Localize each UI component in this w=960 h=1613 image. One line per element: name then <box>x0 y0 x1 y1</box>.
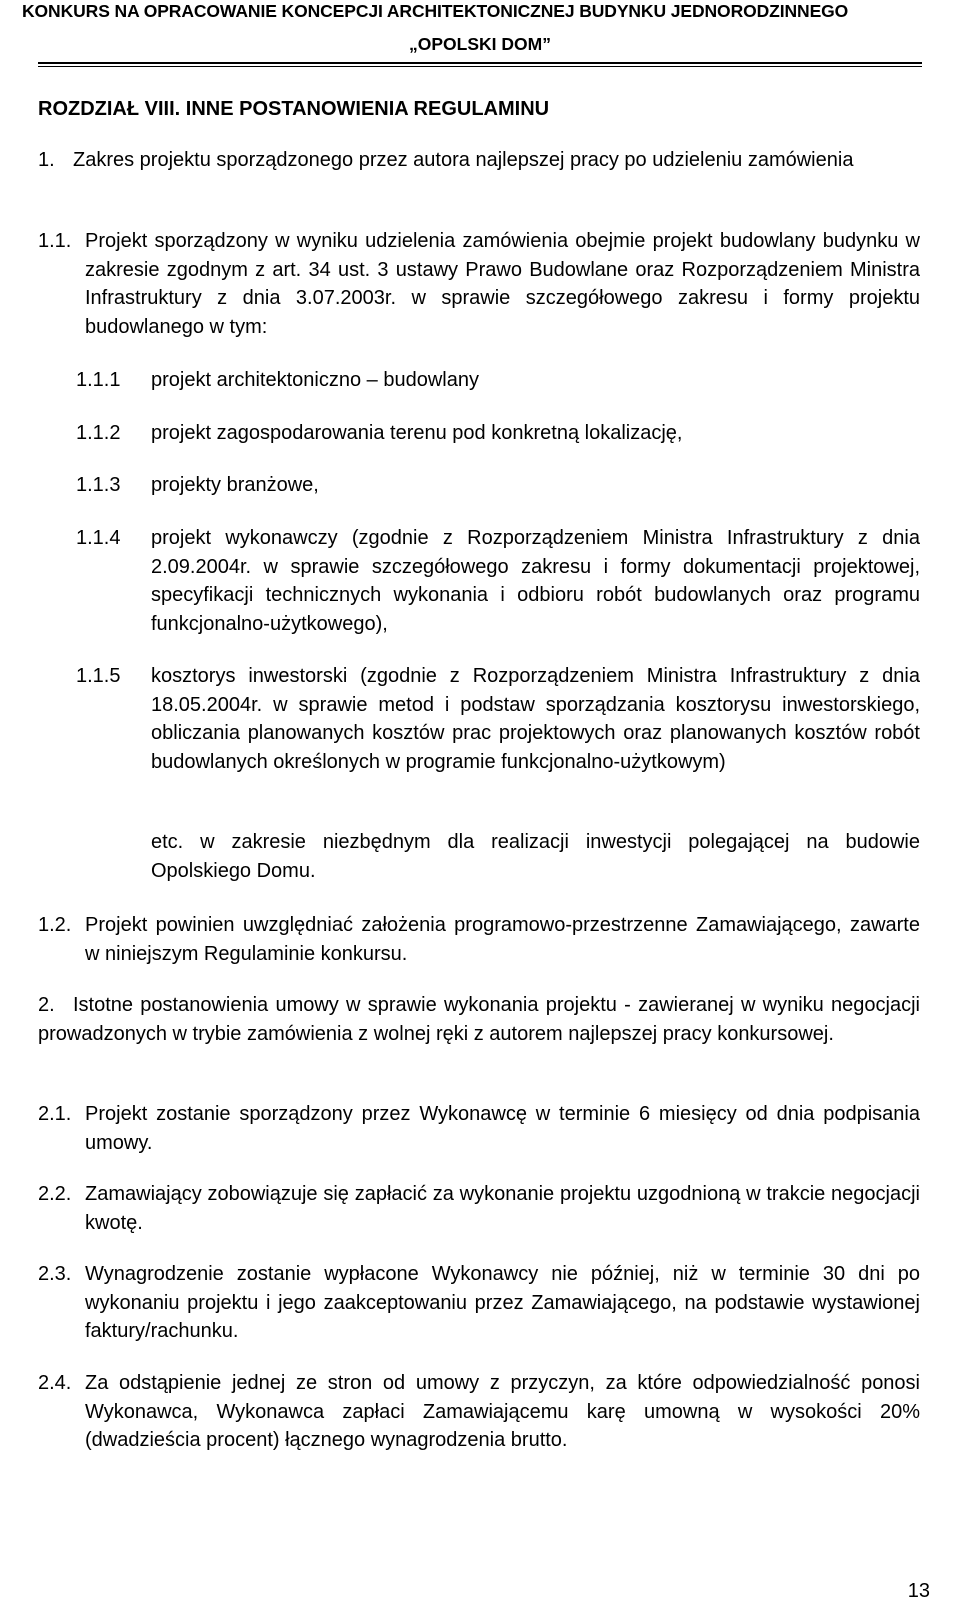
section-1-1-2 <box>76 419 920 448</box>
section-text: kosztorys inwestorski (zgodnie z Rozporządzeniem Ministra Infrastruktury z dnia 18.05.2004r. w sprawie metod i podstaw sporządzania kosztorysu inwestorskiego, obliczania planowanych kosztów prac projektowych oraz planowanych kosztów robót budowlanych określonych w programie funkcjonalno-użytkowym) <box>151 665 920 773</box>
page-number: 13 <box>907 1580 930 1602</box>
section-number: 1.1.3 <box>76 474 121 496</box>
section-text: Zakres projektu sporządzonego przez autora najlepszej pracy po udzieleniu zamówienia <box>73 149 854 171</box>
section-1-1 <box>38 227 920 341</box>
section-1-2 <box>38 911 920 968</box>
section-number: 1.1.4 <box>76 527 121 549</box>
section-2 <box>38 991 920 1048</box>
section-text: projekt wykonawczy (zgodnie z Rozporządzeniem Ministra Infrastruktury z dnia 2.09.2004r. w sprawie szczegółowego zakresu i formy dokumentacji projektowej, specyfikacji technicznych wykonania i odbioru robót budowlanych oraz programu funkcjonalno-użytkowego), <box>151 527 920 635</box>
section-number: 1.1.5 <box>76 665 121 687</box>
section-number: 1.1. <box>38 230 72 252</box>
section-number: 2.2. <box>38 1183 72 1205</box>
section-text: projekty branżowe, <box>151 474 319 496</box>
section-text: Projekt sporządzony w wyniku udzielenia zamówienia obejmie projekt budowlany budynku w zakresie zgodnym z art. 34 ust. 3 ustawy Prawo Budowlane oraz Rozporządzeniem Ministra Infrastruktury z dnia 3.07.2003r. w sprawie szczegółowego zakresu i formy projektu budowlanego w tym: <box>85 230 920 338</box>
section-text: Projekt powinien uwzględniać założenia programowo-przestrzenne Zamawiającego, zawarte w niniejszym Regulaminie konkursu. <box>85 914 920 965</box>
section-1-1-5 <box>76 662 920 776</box>
section-1 <box>38 146 920 175</box>
document-header-subtitle: „OPOLSKI DOM” <box>409 34 551 54</box>
section-1-1-4 <box>76 524 920 638</box>
section-text: etc. w zakresie niezbędnym dla realizacji inwestycji polegającej na budowie Opolskiego Domu. <box>151 831 920 882</box>
section-number: 2. <box>38 994 55 1016</box>
section-number: 1.1.2 <box>76 422 121 444</box>
section-2-3 <box>38 1260 920 1346</box>
section-1-1-3 <box>76 471 920 500</box>
section-text: projekt architektoniczno – budowlany <box>151 369 479 391</box>
section-text: Projekt zostanie sporządzony przez Wykonawcę w terminie 6 miesięcy od dnia podpisania umowy. <box>85 1103 920 1154</box>
section-2-1 <box>38 1100 920 1157</box>
section-number: 1.2. <box>38 914 72 936</box>
section-2-2 <box>38 1180 920 1237</box>
section-number: 2.1. <box>38 1103 72 1125</box>
section-text: Istotne postanowienia umowy w sprawie wykonania projektu - zawieranej w wyniku negocjacji prowadzonych w trybie zamówienia z wolnej ręki z autorem najlepszej pracy konkursowej. <box>38 994 920 1045</box>
section-text: Zamawiający zobowiązuje się zapłacić za wykonanie projektu uzgodnioną w trakcie negocjacji kwotę. <box>85 1183 920 1234</box>
section-number: 2.3. <box>38 1263 72 1285</box>
header-rule-thin <box>38 66 922 67</box>
section-text: projekt zagospodarowania terenu pod konkretną lokalizację, <box>151 422 683 444</box>
chapter-title: ROZDZIAŁ VIII. INNE POSTANOWIENIA REGULAMINU <box>38 98 550 120</box>
section-etc <box>151 828 920 885</box>
section-number: 1. <box>38 149 55 171</box>
section-text: Za odstąpienie jednej ze stron od umowy z przyczyn, za które odpowiedzialność ponosi Wykonawca, Wykonawca zapłaci Zamawiającemu karę umowną w wysokości 20% (dwadzieścia procent) łącznego wynagrodzenia brutto. <box>85 1372 920 1452</box>
document-header-title: KONKURS NA OPRACOWANIE KONCEPCJI ARCHITEKTONICZNEJ BUDYNKU JEDNORODZINNEGO <box>22 1 849 21</box>
section-text: Wynagrodzenie zostanie wypłacone Wykonawcy nie później, niż w terminie 30 dni po wykonaniu projektu i jego zaakceptowaniu przez Zamawiającego, na podstawie wystawionej faktury/rachunku. <box>85 1263 920 1343</box>
section-1-1-1 <box>76 366 920 395</box>
section-2-4 <box>38 1369 920 1455</box>
section-number: 1.1.1 <box>76 369 121 391</box>
header-rule <box>38 62 922 64</box>
section-number: 2.4. <box>38 1372 72 1394</box>
